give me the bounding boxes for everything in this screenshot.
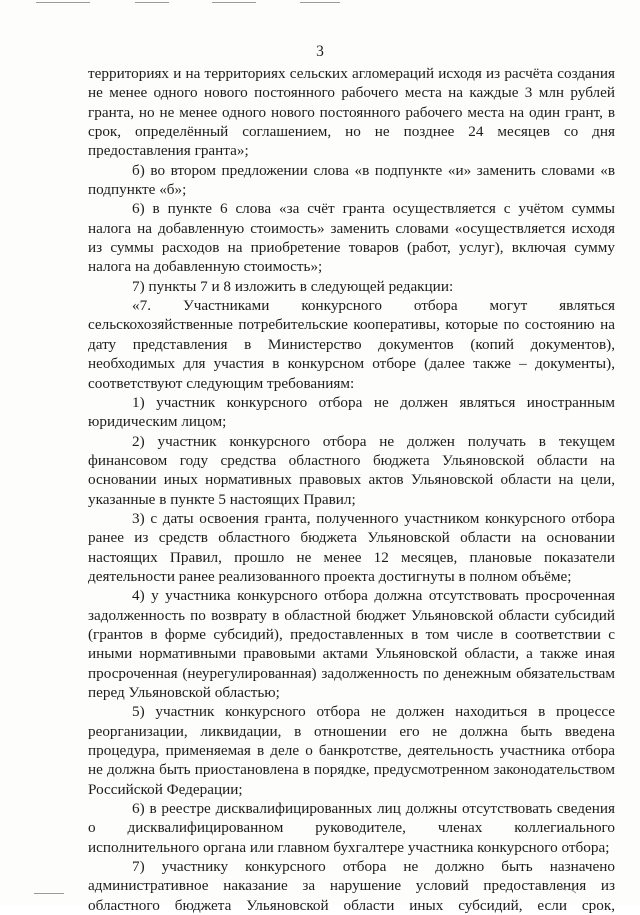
scan-artifact-mark [558,885,580,895]
paragraph: «7. Участниками конкурсного отбора могут являться сельскохозяйственные потребительские кооперативы, которые по состоянию на дату представления в Министерство документов (копий документов), необходимых для участия в конкурсном отборе (далее также – документы), соответствуют следующим требованиям: [88,297,615,392]
scan-artifact-line [212,2,256,3]
paragraph: 4) у участника конкурсного отбора должна отсутствовать просроченная задолженность по возврату в областной бюджет Ульяновской области субсидий (грантов в форме субсидий), предоставленных в том числе в соответствии с иными нормативными правовыми актами Ульяновской области, а также иная просроченная (неурегулированная) задолженность по денежным обязательствам перед Ульяновской областью; [88,587,615,701]
scan-artifact-line [34,893,64,894]
paragraph: 6) в реестре дисквалифицированных лиц должны отсутствовать сведения о дисквалифицированном руководителе, членах коллегиального исполнительного органа или главном бухгалтере участника конкурсного отбора; [88,800,615,856]
scan-artifact-line [300,2,340,3]
paragraph: 1) участник конкурсного отбора не должен являться иностранным юридическим лицом; [88,393,615,431]
paragraph: 2) участник конкурсного отбора не должен получать в текущем финансовом году средства областного бюджета Ульяновской области на основании иных нормативных правовых актов Ульяновской области на цели, указанные в пункте 5 настоящих Правил; [88,432,615,508]
paragraph: 6) в пункте 6 слова «за счёт гранта осуществляется с учётом суммы налога на добавленную стоимость» заменить словами «осуществляется исходя из суммы расходов на приобретение товаров (работ, услуг), включая сумму налога на добавленную стоимость»; [88,200,615,276]
scan-artifact-line [36,2,90,3]
scan-artifact-line [135,2,169,3]
paragraph: 7) участнику конкурсного отбора не должно быть назначено административное наказание за нарушение условий предоставления из областного бюджета Ульяновской области иных субсидий, если срок, [88,858,615,914]
paragraph: 7) пункты 7 и 8 изложить в следующей редакции: [132,277,454,295]
paragraph: территориях и на территориях сельских агломераций исходя из расчёта создания не менее одного нового постоянного рабочего места на каждые 3 млн рублей гранта, но не менее одного нового постоянного рабочего места на один грант, в срок, определённый соглашением, но не позднее 24 месяцев со дня предоставления гранта»; [88,65,615,160]
page-number: 3 [316,43,324,60]
paragraph: 5) участник конкурсного отбора не должен находиться в процессе реорганизации, ликвидации, в отношении его не должна быть введена процедура, применяемая в деле о банкротстве, деятельность участника отбора не должна быть приостановлена в порядке, предусмотренном законодательством Российской Федерации; [88,703,615,798]
paragraph: б) во втором предложении слова «в подпункте «и» заменить словами «в подпункте «б»; [88,161,615,199]
paragraph: 3) с даты освоения гранта, полученного участником конкурсного отбора ранее из средств областного бюджета Ульяновской области на основании настоящих Правил, прошло не менее 12 месяцев, плановые показатели деятельности ранее реализованного проекта достигнуты в полном объёме; [88,509,615,585]
document-body [88,64,615,915]
